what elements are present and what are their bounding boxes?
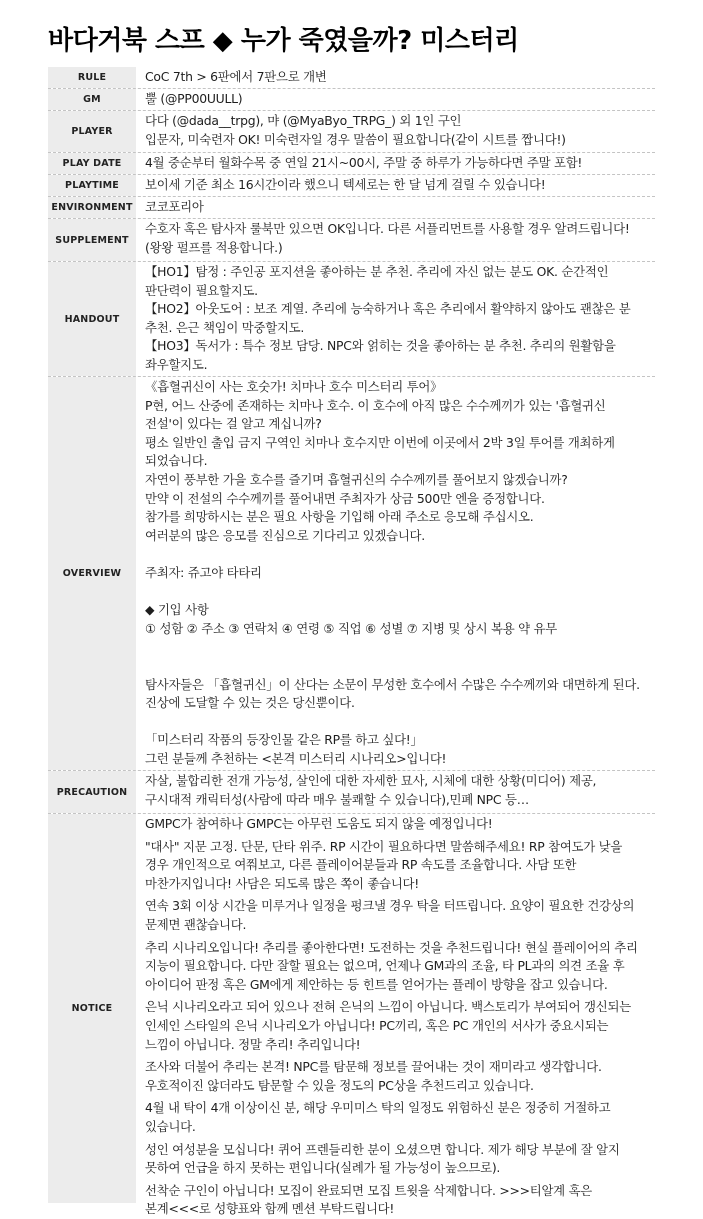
row-environment xyxy=(48,197,655,219)
player-label: PLAYER xyxy=(48,111,136,152)
overview-line: 「미스터리 작품의 등장인물 같은 RP를 하고 싶다!」 xyxy=(145,732,423,748)
row-rule xyxy=(48,67,655,89)
row-overview xyxy=(48,377,655,771)
supplement-line: (왕왕 펄프를 적용합니다.) xyxy=(145,239,283,255)
precaution-value xyxy=(136,771,655,813)
row-supplement xyxy=(48,219,655,262)
handout-line: 【HO2】아웃도어 : 보조 계열. 추리에 능숙하거나 혹은 추리에서 활약하지 않아도 괜찮은 분 xyxy=(145,301,631,317)
handout-line: 【HO1】탐정 : 주인공 포지션을 좋아하는 분 추천. 추리에 자신 없는 분도 OK. 순간적인 xyxy=(145,264,609,279)
overview-value xyxy=(136,377,655,770)
environment-value: 코코포리아 xyxy=(145,199,204,214)
row-player xyxy=(48,111,655,153)
playtime-value: 보이세 기준 최소 16시간이라 했으니 텍세로는 한 달 넘게 걸릴 수 있습니다! xyxy=(145,177,546,192)
overview-line: 그런 분들께 추천하는 <본격 미스터리 시나리오>입니다! xyxy=(145,750,447,766)
overview-line: 주최자: 쥬고야 타타리 xyxy=(145,564,262,580)
handout-line: 좌우할지도. xyxy=(145,356,208,372)
row-playtime xyxy=(48,175,655,197)
overview-line xyxy=(145,545,655,564)
notice-value xyxy=(136,814,655,1217)
page-title: 바다거북 스프 ◆ 누가 죽였을까? 미스터리 xyxy=(48,26,519,56)
notice-paragraph: GMPC가 참여하나 GMPC는 아무런 도움도 되지 않을 예정입니다! xyxy=(145,816,493,831)
recruitment-sheet xyxy=(48,67,655,1217)
supplement-value xyxy=(136,219,655,261)
row-handout xyxy=(48,262,655,377)
overview-line xyxy=(145,583,655,602)
supplement-line: 수호자 혹은 탐사자 룰북만 있으면 OK입니다. 다른 서플리먼트를 사용할 경우 알려드립니다! xyxy=(145,221,630,236)
overview-line: 《흡혈귀신이 사는 호숫가! 치마나 호수 미스터리 투어》 xyxy=(145,379,443,394)
overview-line: P현, 어느 산중에 존재하는 치마나 호수. 이 호수에 아직 많은 수수께끼가 있는 '흡혈귀신 xyxy=(145,397,606,413)
overview-line xyxy=(145,638,655,657)
overview-line: ① 성함 ② 주소 ③ 연락처 ④ 연령 ⑤ 직업 ⑥ 성별 ⑦ 지병 및 상시 복용 약 유무 xyxy=(145,620,557,636)
row-precaution xyxy=(48,771,655,814)
rule-label: RULE xyxy=(48,67,136,88)
playtime-label: PLAYTIME xyxy=(48,175,136,196)
overview-line: 탐사자들은 「흡혈귀신」이 산다는 소문이 무성한 호수에서 수많은 수수께끼와 대면하게 된다. xyxy=(145,676,640,692)
overview-line: 만약 이 전설의 수수께끼를 풀어내면 주최자가 상금 500만 엔을 증정합니다. xyxy=(145,490,545,506)
overview-line: 평소 일반인 출입 금지 구역인 치마나 호수지만 이번에 이곳에서 2박 3일 투어를 개최하게 xyxy=(145,434,615,450)
precaution-label: PRECAUTION xyxy=(48,771,136,813)
notice-paragraph: 은닉 시나리오라고 되어 있으나 전혀 은닉의 느낌이 아닙니다. 백스토리가 부여되어 갱신되는 인세인 스타일의 은닉 시나리오가 아닙니다! PC끼리, 혹은 PC 개인의 서사가 중요시되는 느낌이 아닙니다. 정말 추리! 추리입니다! xyxy=(145,999,631,1052)
gm-value: 뿔 (@PP00UULL) xyxy=(145,91,243,106)
supplement-label: SUPPLEMENT xyxy=(48,219,136,261)
precaution-line: 구시대적 캐릭터성(사람에 따라 매우 불쾌할 수 있습니다),민폐 NPC 등… xyxy=(145,791,529,807)
overview-label: OVERVIEW xyxy=(48,377,136,770)
overview-line xyxy=(145,657,655,676)
handout-line: 【HO3】독서가 : 특수 정보 담당. NPC와 얽히는 것을 좋아하는 분 추천. 추리의 원활함을 xyxy=(145,338,616,354)
row-notice xyxy=(48,814,655,1217)
notice-label: NOTICE xyxy=(48,814,136,1203)
notice-paragraph: 선착순 구인이 아닙니다! 모집이 완료되면 모집 트윗을 삭제합니다. >>>티알계 혹은 본계<<<로 성향표와 함께 멘션 부탁드립니다! xyxy=(145,1182,593,1217)
overview-line: ◆ 기입 사항 xyxy=(145,602,209,618)
notice-paragraph: 추리 시나리오입니다! 추리를 좋아한다면! 도전하는 것을 추천드립니다! 현실 플레이어의 추리 지능이 필요합니다. 다만 잘할 필요는 없으며, 언제나 GM과의 조율, 타 PL과의 의견 조율 후 아이디어 판정 혹은 GM에게 제안하는 등 힌트를 얻어가는 플레이 방향을 잡고 있습니다. xyxy=(145,939,638,992)
notice-paragraph: 조사와 더불어 추리는 본격! NPC를 탐문해 정보를 끌어내는 것이 재미라고 생각합니다. 우호적이진 않더라도 탐문할 수 있을 정도의 PC상을 추천드리고 있습니다. xyxy=(145,1059,602,1093)
gm-label: GM xyxy=(48,89,136,110)
overview-line: 되었습니다. xyxy=(145,453,208,469)
row-play-date xyxy=(48,153,655,175)
handout-label: HANDOUT xyxy=(48,262,136,376)
overview-line: 자연이 풍부한 가을 호수를 즐기며 흡혈귀신의 수수께끼를 풀어보지 않겠습니까? xyxy=(145,471,568,487)
notice-paragraph: 성인 여성분을 모십니다! 퀴어 프렌들리한 분이 오셨으면 합니다. 제가 해당 부분에 잘 알지 못하여 언급을 하지 못하는 편입니다(실례가 될 가능성이 높으므로). xyxy=(145,1141,620,1176)
player-value xyxy=(136,111,655,152)
overview-line: 여러분의 많은 응모를 진심으로 기다리고 있겠습니다. xyxy=(145,527,425,543)
rule-value: CoC 7th > 6판에서 7판으로 개변 xyxy=(145,69,327,84)
overview-line xyxy=(145,713,655,732)
environment-label: ENVIRONMENT xyxy=(48,197,136,218)
play-date-label: PLAY DATE xyxy=(48,153,136,174)
overview-line: 전설'이 있다는 걸 알고 계십니까? xyxy=(145,416,322,432)
overview-line: 진상에 도달할 수 있는 것은 당신뿐이다. xyxy=(145,695,355,711)
handout-line: 추천. 은근 책임이 막중할지도. xyxy=(145,319,305,335)
play-date-value: 4월 중순부터 월화수목 중 연일 21시~00시, 주말 중 하루가 가능하다면 주말 포함! xyxy=(145,155,583,170)
player-line: 다다 (@dada__trpg), 먀 (@MyaByo_TRPG_) 외 1인 구인 xyxy=(145,113,462,128)
handout-value xyxy=(136,262,655,376)
notice-paragraph: 4월 내 탁이 4개 이상이신 분, 해당 우미미스 탁의 일정도 위험하신 분은 정중히 거절하고 있습니다. xyxy=(145,1100,611,1134)
notice-paragraph: "대사" 지문 고정. 단문, 단타 위주. RP 시간이 필요하다면 말씀해주세요! RP 참여도가 낮을 경우 개인적으로 여쭤보고, 다른 플레이어분들과 RP 속도를 조율합니다. 사담 또한 마찬가지입니다! 사담은 되도록 많은 쪽이 좋습니다! xyxy=(145,838,623,891)
precaution-line: 자살, 불합리한 전개 가능성, 살인에 대한 자세한 묘사, 시체에 대한 상황(미디어) 제공, xyxy=(145,773,597,788)
overview-line: 참가를 희망하시는 분은 필요 사항을 기입해 아래 주소로 응모해 주십시오. xyxy=(145,509,534,525)
row-gm xyxy=(48,89,655,111)
notice-paragraph: 연속 3회 이상 시간을 미루거나 일정을 펑크낼 경우 탁을 터뜨립니다. 요양이 필요한 건강상의 문제면 괜찮습니다. xyxy=(145,898,635,932)
handout-line: 판단력이 필요할지도. xyxy=(145,282,258,298)
player-line: 입문자, 미숙련자 OK! 미숙련자일 경우 말씀이 필요합니다(같이 시트를 짭니다!) xyxy=(145,131,566,147)
